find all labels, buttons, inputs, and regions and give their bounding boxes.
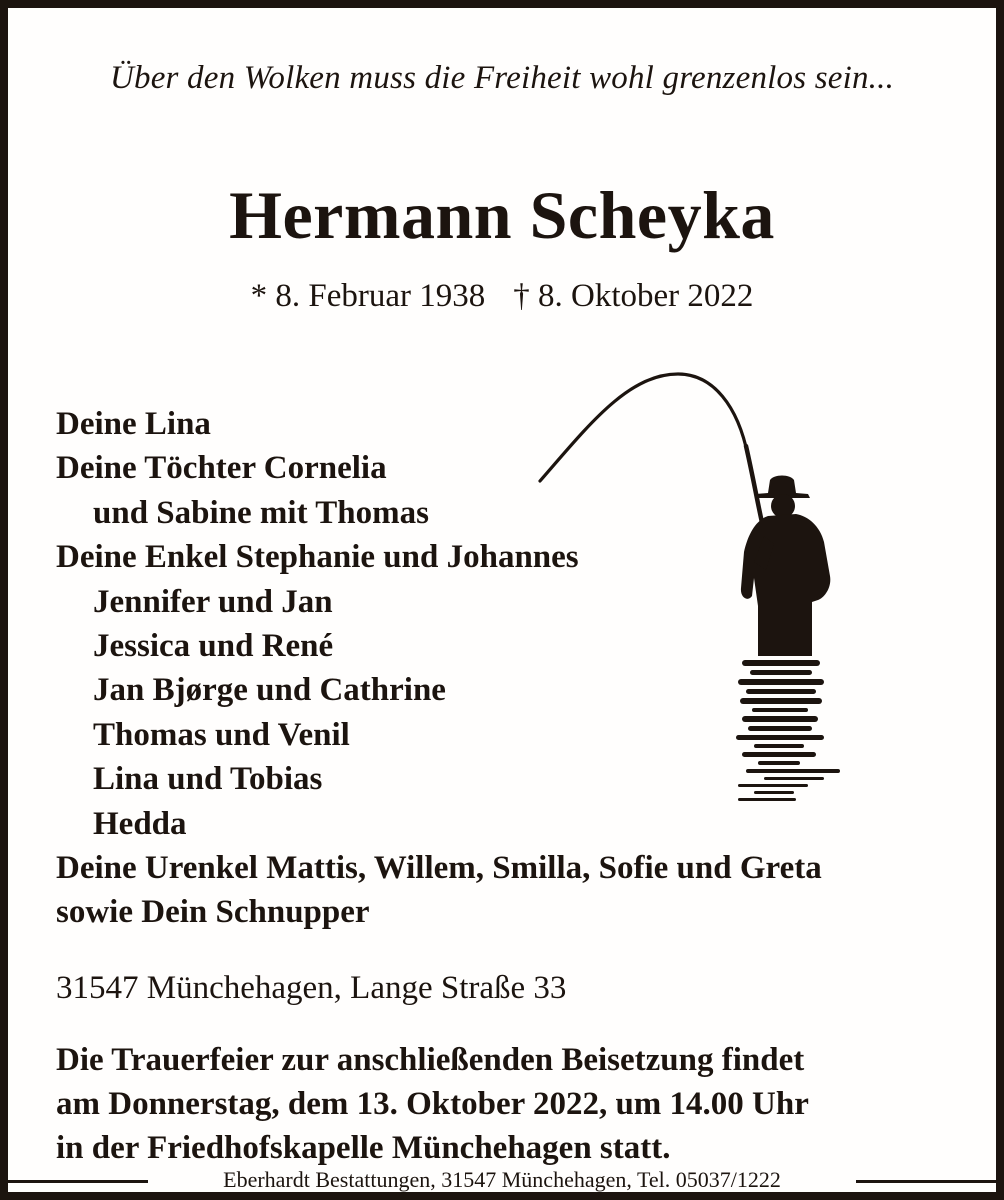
- deceased-name: Hermann Scheyka: [229, 177, 775, 253]
- family-list: [56, 402, 822, 935]
- life-dates: [8, 278, 996, 315]
- family-line: Deine Töchter Cornelia: [56, 450, 387, 487]
- footer-text-wrap: [8, 1166, 996, 1194]
- ceremony-line: am Donnerstag, dem 13. Oktober 2022, um 14.00 Uhr: [56, 1086, 809, 1122]
- family-line: Deine Urenkel Mattis, Willem, Smilla, Sofie und Greta: [56, 850, 822, 887]
- ceremony-info: [56, 1038, 809, 1170]
- family-line: Thomas und Venil: [93, 716, 350, 753]
- family-line: Lina und Tobias: [93, 761, 323, 798]
- family-line: Jan Bjørge und Cathrine: [93, 672, 446, 709]
- motto: Über den Wolken muss die Freiheit wohl grenzenlos sein...: [109, 60, 895, 96]
- footer: [8, 1166, 996, 1196]
- birth-date: * 8. Februar 1938: [250, 278, 486, 314]
- death-date: † 8. Oktober 2022: [513, 278, 754, 314]
- family-line: Deine Enkel Stephanie und Johannes: [56, 539, 579, 576]
- ceremony-line: Die Trauerfeier zur anschließenden Beisetzung findet: [56, 1042, 805, 1078]
- family-line: Hedda: [93, 805, 187, 842]
- family-line: Deine Lina: [56, 406, 211, 442]
- family-line: Jessica und René: [93, 628, 334, 665]
- address: 31547 Münchehagen, Lange Straße 33: [56, 970, 567, 1006]
- family-line: sowie Dein Schnupper: [56, 894, 370, 931]
- funeral-home-info: Eberhardt Bestattungen, 31547 Münchehagen, Tel. 05037/1222: [213, 1167, 791, 1192]
- ceremony-line: in der Friedhofskapelle Münchehagen statt.: [56, 1130, 671, 1166]
- family-line: Jennifer und Jan: [93, 583, 333, 620]
- family-line: und Sabine mit Thomas: [93, 494, 429, 531]
